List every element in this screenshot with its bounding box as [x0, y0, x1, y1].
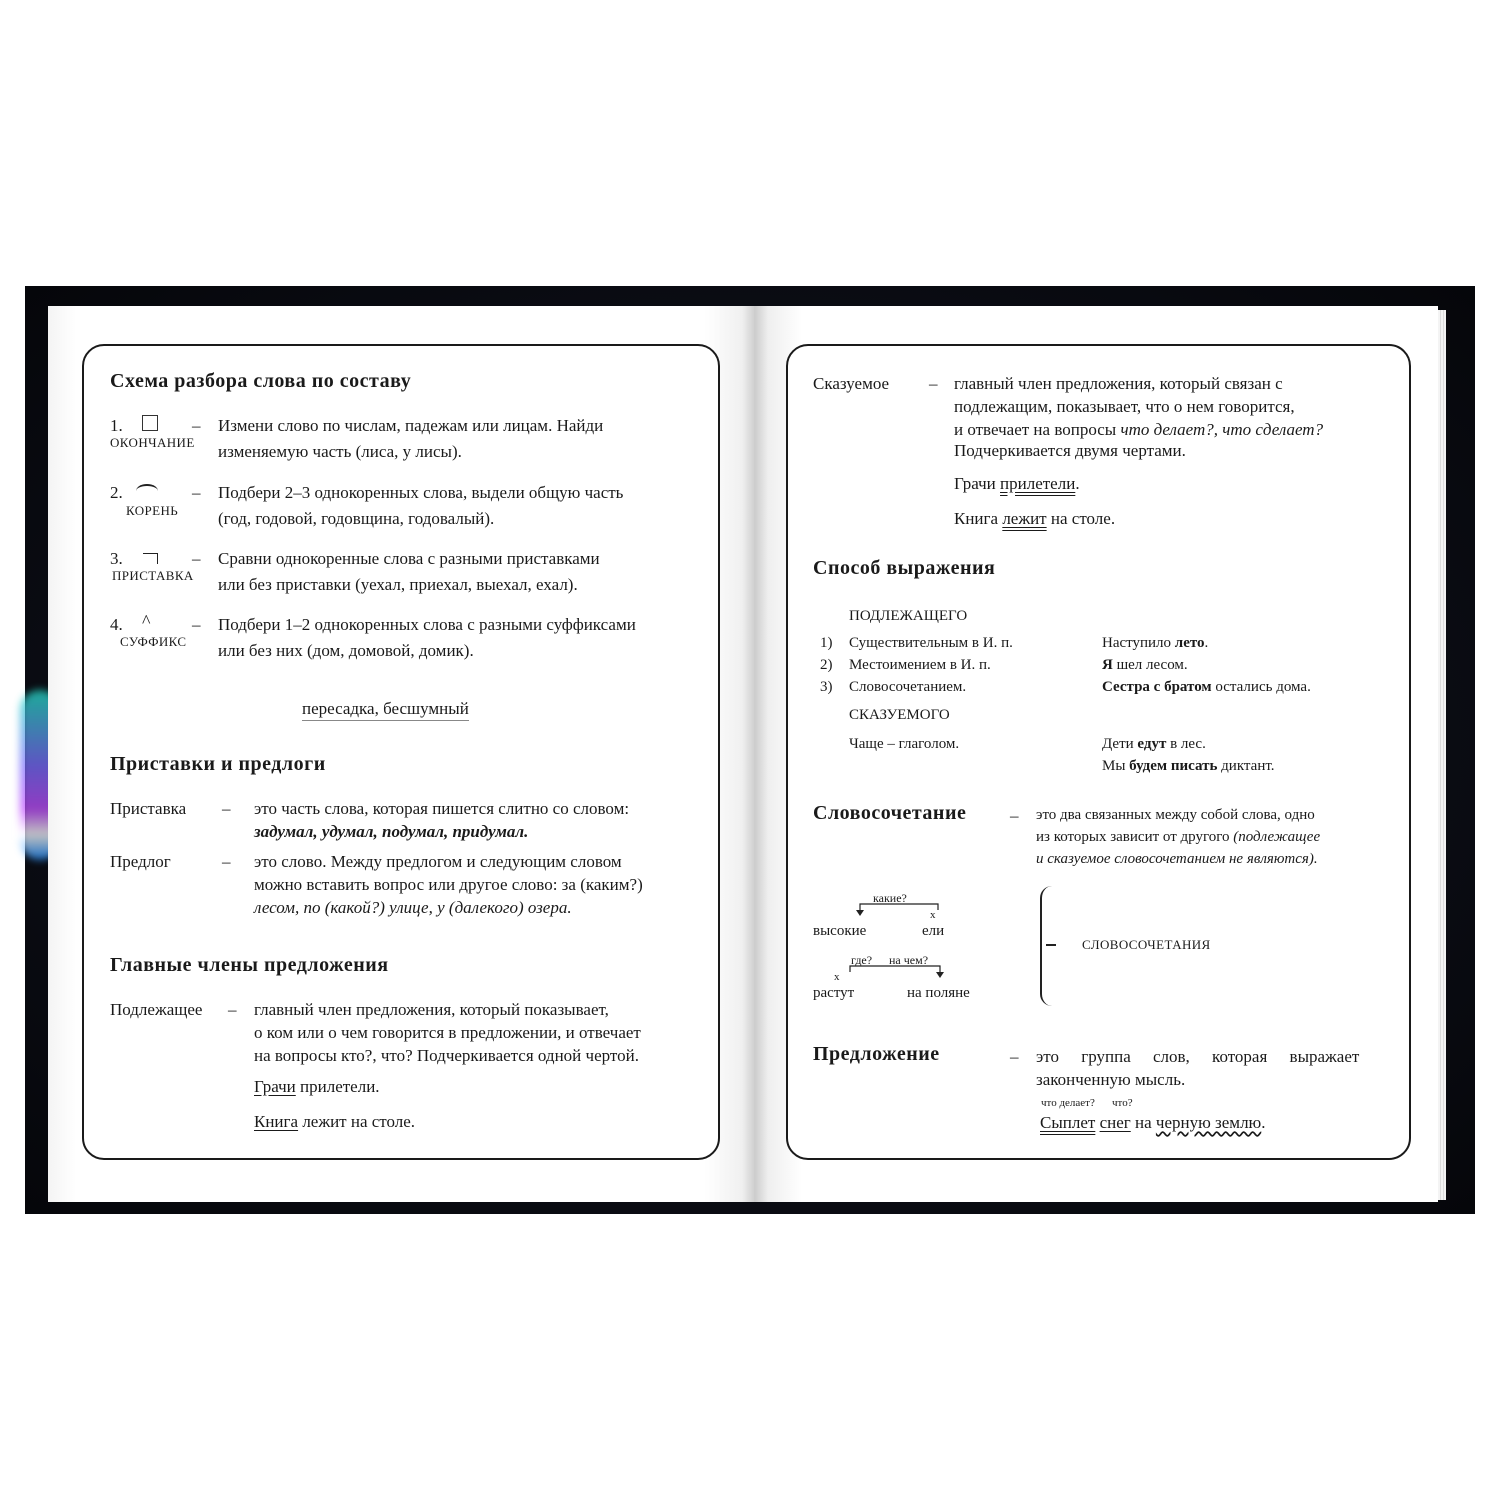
- section-title-expression: Способ выражения: [813, 557, 996, 579]
- book-gutter: [742, 306, 768, 1202]
- way-example-text: Дети: [1102, 736, 1138, 752]
- preposition-line3: лесом, по (какой?) улице, у (далекого) озера.: [254, 898, 572, 917]
- diagram-marker-2: x: [834, 971, 840, 983]
- diagram-word-3: растут: [813, 985, 855, 1001]
- way-example-bold: Я: [1102, 657, 1113, 673]
- phrases-label: СЛОВОСОЧЕТАНИЯ: [1082, 937, 1211, 952]
- predicate-line4: Подчеркивается двумя чертами.: [954, 441, 1186, 460]
- predicate-example-2: [954, 507, 1115, 530]
- preposition-line2: можно вставить вопрос или другое слово: за (каким?): [254, 875, 643, 894]
- step-3-number: 3.: [110, 549, 123, 568]
- term-predicate: Сказуемое: [813, 374, 890, 393]
- predicate-line3-text: и отвечает на вопросы: [954, 420, 1121, 439]
- way-1-number: 1): [820, 635, 833, 651]
- phrases-brace: [1040, 886, 1056, 1006]
- sentence-attribute: черную землю: [1155, 1113, 1262, 1132]
- phrase-line2-note: (подлежащее: [1233, 829, 1321, 845]
- step-4-label: СУФФИКС: [120, 634, 187, 649]
- diagram-question-1: какие?: [873, 891, 907, 905]
- step-2-dash: –: [192, 483, 201, 502]
- step-2-label: КОРЕНЬ: [126, 503, 179, 518]
- prefix-examples: задумал, удумал, подумал, придумал.: [254, 822, 529, 841]
- subject-heading: ПОДЛЕЖАЩЕГО: [849, 608, 968, 624]
- prefix-definition: это часть слова, которая пишется слитно со словом:: [254, 799, 630, 818]
- way-2-text: Местоимением в И. п.: [849, 657, 991, 673]
- diagram-word-2: ели: [922, 923, 945, 939]
- phrase-line2-text: из которых зависит от другого: [1036, 829, 1234, 845]
- step-3-line1: Сравни однокоренные слова с разными приставками: [218, 549, 600, 568]
- predicate-underlined-word: лежит: [1002, 509, 1047, 528]
- step-1-line2: изменяемую часть (лиса, у лисы).: [218, 442, 462, 461]
- step-2-line2: (год, годовой, годовщина, годовалый).: [218, 509, 495, 528]
- subject-line3: на вопросы кто?, что? Подчеркивается одной чертой.: [254, 1046, 639, 1065]
- term-predicate-dash: –: [929, 374, 938, 393]
- diagram-question-2: где?: [851, 953, 873, 967]
- predicate-example-text: Грачи: [954, 474, 1001, 493]
- step-4-number: 4.: [110, 615, 123, 634]
- step-1-line1: Измени слово по числам, падежам или лицам. Найди: [218, 416, 604, 435]
- diagram-question-3: на чем?: [889, 953, 929, 967]
- way-3-example: [1102, 676, 1311, 698]
- term-preposition-dash: –: [222, 852, 231, 871]
- phrases-brace-tip: [1046, 944, 1056, 946]
- predicate-questions: что делает?, что сделает?: [1120, 420, 1324, 439]
- sentence-line2: законченную мысль.: [1036, 1070, 1186, 1089]
- subject-example-rest: прилетели.: [295, 1077, 380, 1096]
- way-1-text: Существительным в И. п.: [849, 635, 1013, 651]
- diagram-marker-1: x: [930, 909, 936, 921]
- phrase-line3: и сказуемое словосочетанием не являются).: [1036, 851, 1318, 867]
- term-preposition: Предлог: [110, 852, 171, 871]
- way-3-number: 3): [820, 679, 833, 695]
- sentence-period: .: [1261, 1113, 1266, 1132]
- predicate-way-example-1: [1102, 733, 1206, 755]
- way-example-text: в лес.: [1166, 736, 1206, 752]
- step-3-line2: или без приставки (уехал, приехал, выехал, ехал).: [218, 575, 578, 594]
- term-sentence-dash: –: [1010, 1047, 1019, 1066]
- step-3-dash: –: [192, 549, 201, 568]
- predicate-heading: СКАЗУЕМОГО: [849, 707, 950, 723]
- predicate-underlined-word: прилетели: [1000, 474, 1076, 493]
- way-example-text: Наступило: [1102, 635, 1175, 651]
- way-example-text: .: [1204, 635, 1209, 651]
- predicate-way-example-2: [1102, 755, 1275, 777]
- suffix-hat-icon: ^: [142, 611, 151, 631]
- way-example-bold: лето: [1174, 635, 1205, 651]
- section-title-word-parsing: Схема разбора слова по составу: [110, 370, 412, 392]
- step-4-dash: –: [192, 615, 201, 634]
- way-2-number: 2): [820, 657, 833, 673]
- subject-example-1: [254, 1075, 380, 1098]
- parsing-example: пересадка, бесшумный: [302, 697, 469, 721]
- sentence-question-2: что?: [1112, 1097, 1133, 1109]
- step-1-label: ОКОНЧАНИЕ: [110, 435, 195, 450]
- sentence-preposition: на: [1135, 1113, 1156, 1132]
- term-subject-dash: –: [228, 1000, 237, 1019]
- preposition-line1: это слово. Между предлогом и следующим словом: [254, 852, 622, 871]
- subject-underlined-word: Книга: [254, 1112, 299, 1131]
- sentence-line1: это группа слов, которая выражает: [1036, 1047, 1360, 1066]
- sentence-subject: снег: [1099, 1113, 1131, 1132]
- way-3-text: Словосочетанием.: [849, 679, 967, 695]
- term-phrase: Словосочетание: [813, 802, 967, 824]
- predicate-line3: [954, 418, 1323, 441]
- term-phrase-dash: –: [1010, 806, 1019, 825]
- predicate-way: Чаще – глаголом.: [849, 736, 960, 752]
- predicate-line2: подлежащим, показывает, что о нем говорится,: [954, 397, 1295, 416]
- step-1-number: 1.: [110, 416, 123, 435]
- diagram-word-4: на поляне: [907, 985, 970, 1001]
- way-example-text: диктант.: [1217, 758, 1275, 774]
- subject-underlined-word: Грачи: [254, 1077, 296, 1096]
- term-prefix-dash: –: [222, 799, 231, 818]
- term-prefix: Приставка: [110, 799, 187, 818]
- way-example-text: шел лесом.: [1112, 657, 1188, 673]
- sentence-predicate: Сыплет: [1040, 1113, 1096, 1132]
- way-1-example: [1102, 632, 1208, 654]
- phrase-line1: это два связанных между собой слова, одно: [1036, 807, 1315, 823]
- predicate-example-text: .: [1075, 474, 1080, 493]
- predicate-example-text: на столе.: [1046, 509, 1116, 528]
- step-1-dash: –: [192, 416, 201, 435]
- subject-example-2: [254, 1110, 415, 1133]
- way-example-bold: будем писать: [1129, 758, 1218, 774]
- predicate-example-1: [954, 472, 1080, 495]
- phrase-line2: [1036, 826, 1320, 848]
- predicate-example-text: Книга: [954, 509, 1003, 528]
- diagram-word-1: высокие: [813, 923, 867, 939]
- way-example-bold: Сестра с братом: [1102, 679, 1212, 695]
- way-2-example: [1102, 654, 1188, 676]
- subject-line2: о ком или о чем говорится в предложении, и отвечает: [254, 1023, 641, 1042]
- way-example-bold: едут: [1137, 736, 1167, 752]
- section-title-prefixes: Приставки и предлоги: [110, 753, 326, 775]
- term-sentence: Предложение: [813, 1043, 940, 1065]
- step-4-line2: или без них (дом, домовой, домик).: [218, 641, 474, 660]
- ending-icon: [142, 415, 158, 435]
- subject-example-rest: лежит на столе.: [298, 1112, 416, 1131]
- predicate-line1: главный член предложения, который связан с: [954, 374, 1283, 393]
- step-2-line1: Подбери 2–3 однокоренных слова, выдели общую часть: [218, 483, 624, 502]
- step-2-number: 2.: [110, 483, 123, 502]
- term-subject: Подлежащее: [110, 1000, 203, 1019]
- way-example-text: остались дома.: [1211, 679, 1311, 695]
- sentence-example: [1040, 1111, 1266, 1134]
- way-example-text: Мы: [1102, 758, 1130, 774]
- sentence-question-1: что делает?: [1041, 1097, 1095, 1109]
- subject-line1: главный член предложения, который показывает,: [254, 1000, 609, 1019]
- step-3-label: ПРИСТАВКА: [112, 568, 194, 583]
- section-title-main-members: Главные члены предложения: [110, 954, 389, 976]
- step-4-line1: Подбери 1–2 однокоренных слова с разными суффиксами: [218, 615, 636, 634]
